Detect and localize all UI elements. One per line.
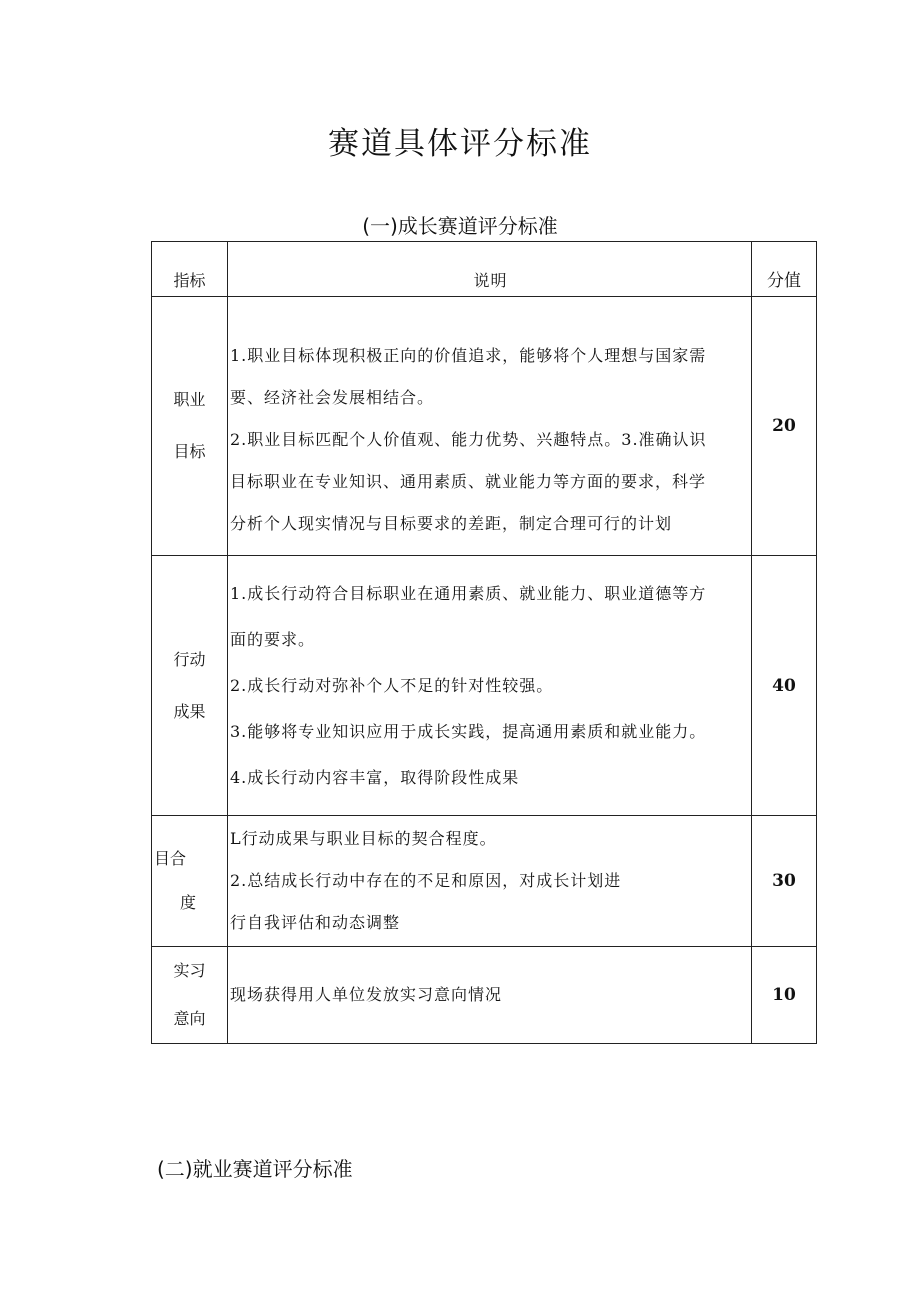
indicator-line: 度 bbox=[180, 893, 197, 912]
table-row-career-goal bbox=[152, 297, 817, 556]
description-line: L行动成果与职业目标的契合程度。 bbox=[230, 829, 497, 848]
table-header-row bbox=[152, 242, 817, 297]
score-cell: 10 bbox=[752, 947, 817, 1044]
description-line: 3.能够将专业知识应用于成长实践，提高通用素质和就业能力。 bbox=[230, 721, 707, 741]
description-line: 2.职业目标匹配个人价值观、能力优势、兴趣特点。3.准确认识 bbox=[230, 430, 707, 449]
description-cell bbox=[228, 816, 752, 947]
description-line: 4.成长行动内容丰富，取得阶段性成果 bbox=[230, 767, 520, 787]
page-title: 赛道具体评分标准 bbox=[328, 126, 592, 162]
indicator-cell bbox=[152, 556, 228, 816]
table-row-internship bbox=[152, 947, 817, 1044]
indicator-line: 意向 bbox=[173, 1009, 206, 1028]
table-row-goal-fit bbox=[152, 816, 817, 947]
description-line: 现场获得用人单位发放实习意向情况 bbox=[230, 985, 503, 1004]
indicator-line: 行动 bbox=[173, 649, 206, 669]
score-cell: 20 bbox=[752, 297, 817, 556]
description-cell bbox=[228, 556, 752, 816]
indicator-cell bbox=[152, 816, 228, 947]
header-description: 说明 bbox=[228, 242, 752, 297]
description-line: 面的要求。 bbox=[230, 629, 316, 649]
score-cell: 30 bbox=[752, 816, 817, 947]
description-line: 2.成长行动对弥补个人不足的针对性较强。 bbox=[230, 675, 554, 695]
indicator-cell bbox=[152, 297, 228, 556]
scoring-table bbox=[151, 241, 817, 1044]
description-line: 行自我评估和动态调整 bbox=[230, 913, 401, 932]
description-cell bbox=[228, 947, 752, 1044]
description-line: 分析个人现实情况与目标要求的差距，制定合理可行的计划 bbox=[230, 514, 673, 533]
indicator-line: 目合 bbox=[154, 849, 187, 868]
description-line: 要、经济社会发展相结合。 bbox=[230, 388, 435, 407]
indicator-line: 目标 bbox=[173, 442, 206, 461]
description-line: 1.职业目标体现积极正向的价值追求，能够将个人理想与国家需 bbox=[230, 346, 707, 365]
score-cell: 40 bbox=[752, 556, 817, 816]
indicator-line: 成果 bbox=[173, 701, 206, 721]
header-indicator: 指标 bbox=[152, 242, 228, 297]
section-title-growth: (一)成长赛道评分标准 bbox=[362, 214, 558, 238]
description-line: 目标职业在专业知识、通用素质、就业能力等方面的要求，科学 bbox=[230, 472, 707, 491]
description-cell bbox=[228, 297, 752, 556]
description-line: 1.成长行动符合目标职业在通用素质、就业能力、职业道德等方 bbox=[230, 583, 707, 603]
table-row-action-results bbox=[152, 556, 817, 816]
indicator-line: 职业 bbox=[173, 390, 206, 409]
header-score: 分值 bbox=[752, 242, 817, 297]
indicator-cell bbox=[152, 947, 228, 1044]
section-title-employment: (二)就业赛道评分标准 bbox=[157, 1157, 353, 1181]
indicator-line: 实习 bbox=[173, 961, 206, 980]
description-line: 2.总结成长行动中存在的不足和原因，对成长计划进 bbox=[230, 871, 622, 890]
